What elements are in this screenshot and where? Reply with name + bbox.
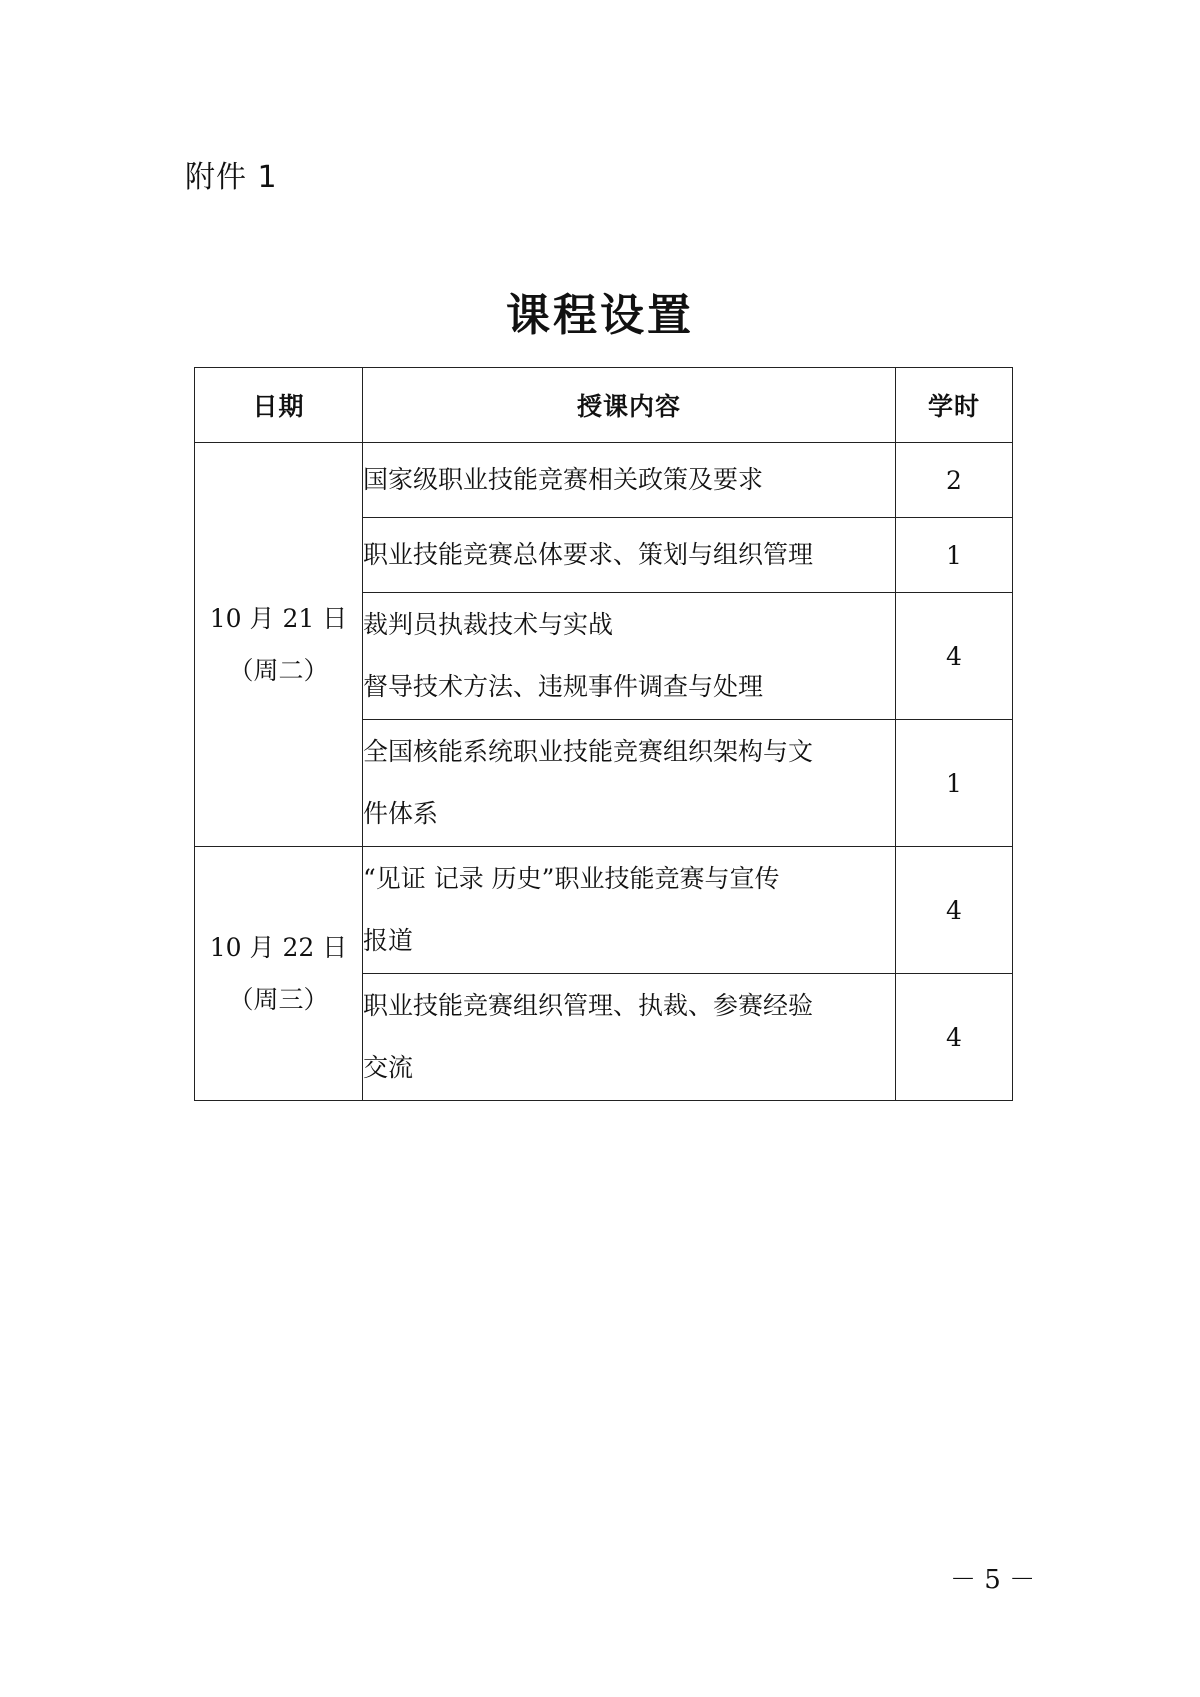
content-line: 全国核能系统职业技能竞赛组织架构与文: [363, 737, 814, 766]
table-header-row: [195, 368, 1013, 443]
content-line: 报道: [363, 926, 414, 955]
content-cell: [363, 593, 896, 720]
content-line: 国家级职业技能竞赛相关政策及要求: [363, 465, 764, 494]
content-line: 督导技术方法、违规事件调查与处理: [363, 672, 764, 701]
weekday-text: （周二）: [228, 655, 329, 685]
content-line: 职业技能竞赛组织管理、执裁、参赛经验: [363, 991, 814, 1020]
hours-cell: 4: [896, 593, 1013, 720]
attachment-label: 附件 1: [185, 160, 278, 195]
hours-cell: 1: [896, 518, 1013, 593]
content-cell: [363, 518, 896, 593]
content-line: 裁判员执裁技术与实战: [363, 610, 614, 639]
column-header-date: 日期: [195, 368, 363, 443]
hours-cell: 2: [896, 443, 1013, 518]
content-line: “见证 记录 历史”职业技能竞赛与宣传: [363, 864, 780, 893]
document-title: 课程设置: [506, 290, 694, 341]
hours-cell: 1: [896, 720, 1013, 847]
content-cell: [363, 974, 896, 1101]
content-line: 件体系: [363, 799, 439, 828]
course-schedule-table: [194, 367, 1013, 1101]
date-text: 10 月 21 日: [209, 603, 348, 633]
content-cell: [363, 847, 896, 974]
page-number: － 5 －: [950, 1565, 1036, 1595]
content-cell: [363, 443, 896, 518]
hours-cell: 4: [896, 974, 1013, 1101]
table-row: [195, 847, 1013, 974]
content-line: 交流: [363, 1053, 414, 1082]
date-cell-oct-21: [195, 443, 363, 847]
hours-cell: 4: [896, 847, 1013, 974]
column-header-hours: 学时: [896, 368, 1013, 443]
date-cell-oct-22: [195, 847, 363, 1101]
date-text: 10 月 22 日: [209, 932, 348, 962]
weekday-text: （周三）: [228, 984, 329, 1014]
table-row: [195, 443, 1013, 518]
content-cell: [363, 720, 896, 847]
column-header-content: 授课内容: [363, 368, 896, 443]
content-line: 职业技能竞赛总体要求、策划与组织管理: [363, 540, 814, 569]
